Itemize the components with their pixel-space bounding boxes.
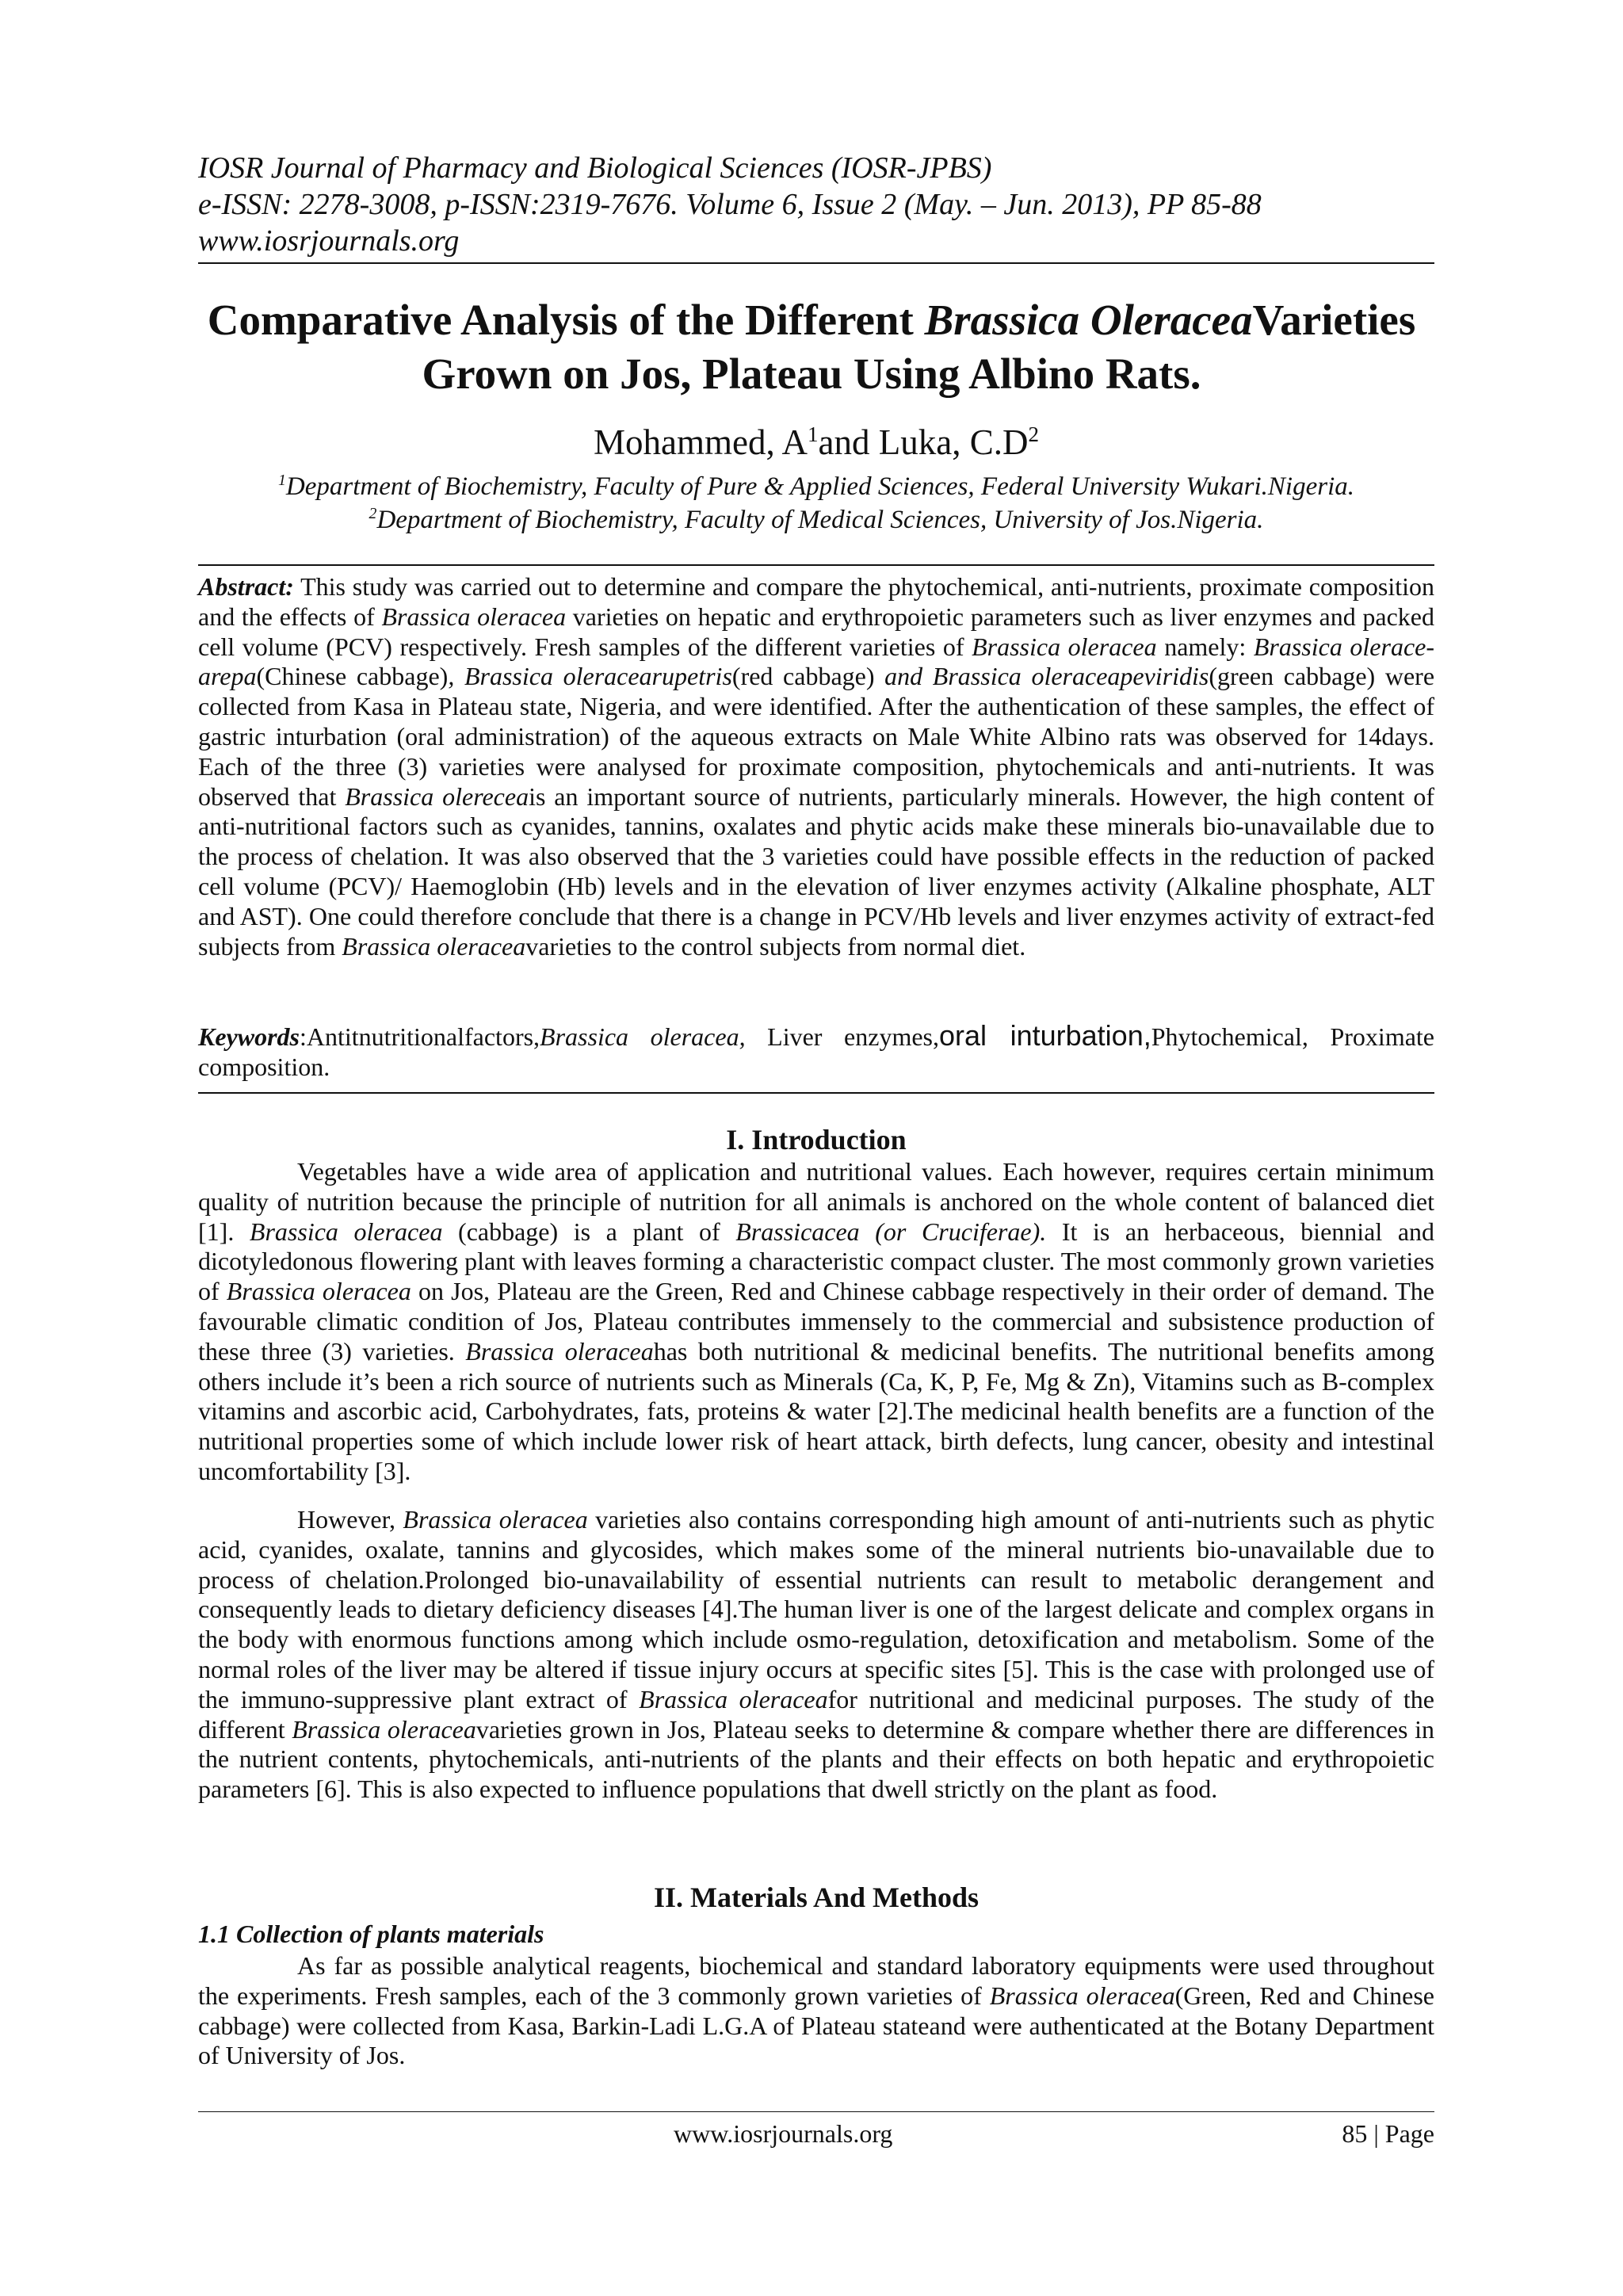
abstract-text: (green cabbage) were collected from Kasa in Plateau state, Nigeria, and were identified. After the authentication of these samples, the effect of gastric inturbation (oral administration) of the aqueous extracts on Male White Albino rats was observed for 14days. Each of the three (3) varieties were analysed for proximate composition, phytochemicals and anti-nutrients. It was observed that [198, 662, 1435, 811]
title-line2: Grown on Jos, Plateau Using Albino Rats. [422, 350, 1201, 398]
intro-text: (cabbage) is a plant of [442, 1217, 736, 1246]
intro-text: varieties grown in Jos, Plateau seeks to determine & compare whether there are differences in the nutrient contents, phytochemicals, anti-nutrients of the plants and their effects on both hepatic and erythropoietic parameters [6]. This is also expected to influence populations that dwell strictly on the plant as food. [198, 1714, 1435, 1804]
affiliation-2-text: Department of Biochemistry, Faculty of Medical Sciences, University of Jos.Nigeria. [376, 506, 1264, 534]
journal-issn: e-ISSN: 2278-3008, p-ISSN:2319-7676. Volume 6, Issue 2 (May. – Jun. 2013), PP 85-88 [198, 188, 1262, 221]
abstract-text: varieties on hepatic and erythropoietic parameters such as liver enzymes and packed cell volume (PCV) respectively. Fresh samples of the different varieties of [198, 602, 1435, 661]
authors [198, 422, 1434, 463]
abstract-italic: Brassica oleracea [381, 602, 567, 631]
abstract-label: Abstract: [198, 572, 294, 601]
methods-paragraph-1 [198, 1951, 1434, 2071]
journal-website: www.iosrjournals.org [198, 224, 460, 258]
affiliation-1 [198, 471, 1434, 502]
keywords-italic: Brassica oleracea, [540, 1022, 746, 1051]
methods-italic: Brassica oleracea [989, 1981, 1175, 2010]
title-line1-italic: Brassica Oleracea [924, 296, 1253, 344]
intro-italic: Brassica oleracea [226, 1277, 411, 1306]
footer-url: www.iosrjournals.org [674, 2119, 893, 2148]
abstract [198, 572, 1434, 961]
keywords-text: Liver enzymes, [745, 1022, 939, 1051]
abstract-text: (red cabbage) [731, 662, 885, 691]
intro-text: for nutritional and medicinal purposes. The study of the different [198, 1684, 1435, 1744]
abstract-italic: , Brassica oleracearupetris [448, 662, 732, 691]
keywords [198, 1021, 1434, 1083]
intro-text: It is an herbaceous, biennial and dicotyledonous flowering plant with leaves forming a characteristic compact cluster. The most commonly grown varieties of [198, 1217, 1435, 1306]
intro-text: However, [297, 1505, 403, 1534]
affiliation-1-sup: 1 [277, 472, 286, 489]
abstract-italic: Brassica oleracearepa [198, 632, 1435, 691]
paper-title [143, 293, 1480, 401]
section-heading-methods: II. Materials And Methods [653, 1881, 979, 1913]
intro-italic: Brassica oleracea [403, 1505, 588, 1534]
intro-italic: Brassica oleracea [249, 1217, 443, 1246]
subsection-heading-collection: 1.1 Collection of plants materials [198, 1920, 544, 1948]
affiliation-2-sup: 2 [369, 505, 377, 522]
abstract-italic: Brassica oleracea [972, 632, 1157, 661]
author-2: and Luka, C.D [818, 422, 1029, 462]
intro-text: varieties also contains corresponding high amount of anti-nutrients such as phytic acid, cyanides, oxalate, tannins and glycosides, which makes some of the mineral nutrients bio-unavailable due to process of chelation.Prolonged bio-unavailability of essential nutrients can result to metabolic derangement and consequently leads to dietary deficiency diseases [4].The human liver is one of the largest delicate and complex organs in the body with enormous functions among which include osmo-regulation, detoxification and metabolism. Some of the normal roles of the liver may be altered if tissue injury occurs at specific sites [5]. This is the case with prolonged use of the immuno-suppressive plant extract of [198, 1505, 1435, 1713]
intro-paragraph-2 [198, 1505, 1434, 1805]
keywords-text: :Antitnutritionalfactors, [300, 1022, 540, 1051]
abstract-italic: Brassica olerecea [345, 781, 529, 811]
footer-page-number: 85 | Page [1342, 2119, 1434, 2148]
intro-text: has both nutritional & medicinal benefits. The nutritional benefits among others include it’s been a rich source of nutrients such as Minerals (Ca, K, P, Fe, Mg & Zn), Vitamins such as B-complex vitamins and ascorbic acid, Carbohydrates, fats, proteins & water [2].The medicinal health benefits are a function of the nutritional properties some of which include lower risk of heart attack, birth defects, lung cancer, obesity and intestinal uncomfortability [3]. [198, 1336, 1435, 1485]
intro-italic: Brassicacea (or Cruciferae). [735, 1217, 1047, 1246]
keywords-text: Phytochemical, Proximate composition. [198, 1022, 1434, 1081]
title-line1-post: Varieties [1252, 296, 1416, 344]
abstract-italic: Brassica oleracea [342, 931, 526, 961]
section-heading-introduction: I. Introduction [726, 1124, 907, 1156]
abstract-text: (Chinese cabbage) [256, 662, 449, 691]
abstract-text: varieties to the control subjects from normal diet. [525, 931, 1026, 961]
abstract-text: This study was carried out to determine and compare the phytochemical, anti-nutrients, proximate composition and the effects of [198, 572, 1434, 631]
header-rule [198, 262, 1434, 264]
intro-text: Vegetables have a wide area of application and nutritional values. Each however, requires certain minimum quality of nutrition because the principle of nutrition for all animals is anchored on the whole content of balanced diet [1]. [198, 1157, 1434, 1246]
affiliation-1-text: Department of Biochemistry, Faculty of Pure & Applied Sciences, Federal University Wukari.Nigeria. [285, 472, 1355, 501]
author-1: Mohammed, A [594, 422, 808, 462]
footer-rule [198, 2111, 1434, 2112]
journal-name: IOSR Journal of Pharmacy and Biological Sciences (IOSR-JPBS) [198, 151, 992, 185]
methods-text: (Green, Red and Chinese cabbage) were collected from Kasa, Barkin-Ladi L.G.A of Plateau stateand were authenticated at the Botany Department of University of Jos. [198, 1981, 1435, 2070]
methods-text: As far as possible analytical reagents, biochemical and standard laboratory equipments were used throughout the experiments. Fresh samples, each of the 3 commonly grown varieties of [198, 1951, 1434, 2010]
author-2-sup: 2 [1028, 422, 1039, 446]
keywords-label: Keywords [198, 1022, 300, 1051]
abstract-text: is an important source of nutrients, particularly minerals. However, the high content of anti-nutritional factors such as cyanides, tannins, oxalates and phytic acids make these minerals bio-unavailable due to the process of chelation. It was also observed that the 3 varieties could have possible effects in the reduction of packed cell volume (PCV)/ Haemoglobin (Hb) levels and in the elevation of liver enzymes activity (Alkaline phosphate, ALT and AST). One could therefore conclude that there is a change in PCV/Hb levels and liver enzymes activity of extract-fed subjects from [198, 781, 1435, 961]
abstract-bottom-rule [198, 1092, 1434, 1094]
title-line1-pre: Comparative Analysis of the Different [207, 296, 925, 344]
abstract-italic: and Brassica oleraceapeviridis [884, 662, 1209, 691]
affiliation-2 [198, 504, 1434, 536]
intro-italic: Brassica oleracea [465, 1336, 654, 1366]
keywords-sans: oral inturbation, [938, 1019, 1151, 1052]
author-1-sup: 1 [808, 422, 819, 446]
intro-italic: Brassica oleracea [639, 1684, 828, 1713]
abstract-top-rule [198, 564, 1434, 566]
intro-italic: Brassica oleracea [292, 1714, 476, 1744]
intro-text: on Jos, Plateau are the Green, Red and Chinese cabbage respectively in their order of demand. The favourable climatic condition of Jos, Plateau contributes immensely to the commercial and subsistence production of these three (3) varieties. [198, 1277, 1435, 1366]
abstract-text: namely: [1156, 632, 1254, 661]
intro-paragraph-1 [198, 1157, 1434, 1487]
